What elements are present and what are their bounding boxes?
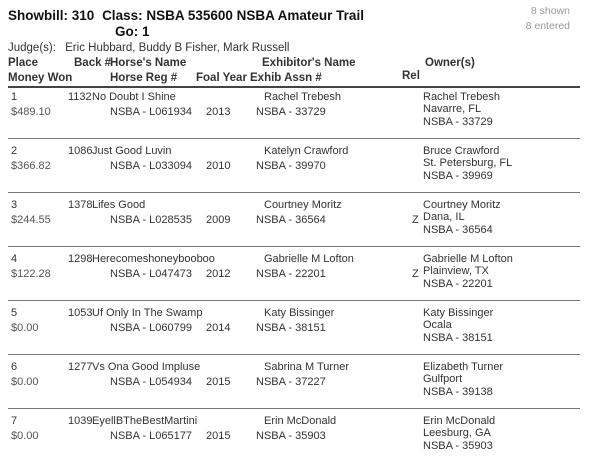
horse-reg: NSBA - L033094 [110, 160, 192, 172]
horse-name: No Doubt I Shine [92, 91, 176, 103]
owner-name: Katy Bissinger [423, 307, 494, 319]
judges-names: Eric Hubbard, Buddy B Fisher, Mark Russell [65, 42, 290, 54]
horse-name: Herecomeshoneybooboo [92, 253, 215, 265]
horse-reg: NSBA - L028535 [110, 214, 192, 226]
money-won: $122.28 [11, 268, 51, 280]
col-exhib-assn: Exhib Assn # [250, 72, 322, 84]
col-foal-year: Foal Year [196, 72, 247, 84]
row-divider [8, 300, 580, 301]
exhib-assn: NSBA - 39970 [256, 160, 326, 172]
go-number: 1 [142, 24, 150, 39]
horse-reg: NSBA - L061934 [110, 106, 192, 118]
col-rel: Rel [402, 70, 420, 82]
back-number: 1298 [68, 253, 93, 265]
owner-location: Dana, IL [423, 211, 465, 223]
money-won: $489.10 [11, 106, 51, 118]
exhibitor-name: Erin McDonald [264, 415, 337, 427]
exhib-assn: NSBA - 38151 [256, 322, 326, 334]
foal-year: 2015 [206, 376, 231, 388]
rel-code: Z [412, 268, 419, 280]
exhibitor-name: Rachel Trebesh [264, 91, 342, 103]
col-owner: Owner(s) [425, 57, 475, 69]
exhibitor-name: Sabrina M Turner [264, 361, 349, 373]
owner-name: Courtney Moritz [423, 199, 501, 211]
col-place: Place [8, 57, 39, 69]
exhibitor-name: Katelyn Crawford [264, 145, 349, 157]
horse-name: Vs Ona Good Impluse [92, 361, 201, 373]
showbill-label: Showbill: [8, 8, 68, 23]
foal-year: 2012 [206, 268, 231, 280]
owner-assn: NSBA - 39969 [423, 170, 493, 182]
owner-location: Gulfport [423, 373, 463, 385]
horse-reg: NSBA - L060799 [110, 322, 192, 334]
exhib-assn: NSBA - 22201 [256, 268, 326, 280]
money-won: $0.00 [11, 430, 39, 442]
owner-name: Rachel Trebesh [423, 91, 501, 103]
back-number: 1132 [68, 91, 92, 103]
rel-code: Z [412, 214, 419, 226]
horse-reg: NSBA - L047473 [110, 268, 192, 280]
owner-assn: NSBA - 39138 [423, 386, 493, 398]
place: 4 [11, 253, 18, 265]
owner-assn: NSBA - 35903 [423, 440, 493, 452]
owner-assn: NSBA - 36564 [423, 224, 493, 236]
owner-location: Plainview, TX [423, 265, 489, 277]
place: 6 [11, 361, 18, 373]
row-divider [8, 192, 580, 193]
horse-name: Uf Only In The Swamp [92, 307, 203, 319]
header-rule [8, 86, 580, 88]
horse-name: Just Good Luvin [92, 145, 172, 157]
showbill-line [8, 8, 364, 23]
col-horse-name: Horse's Name [110, 57, 187, 69]
foal-year: 2013 [206, 106, 231, 118]
owner-location: St. Petersburg, FL [423, 157, 513, 169]
horse-reg: NSBA - L065177 [110, 430, 192, 442]
back-number: 1039 [68, 415, 93, 427]
col-exhibitor-name: Exhibitor's Name [262, 57, 356, 69]
showbill-number: 310 [71, 8, 95, 23]
col-money-won: Money Won [8, 72, 73, 84]
row-divider [8, 138, 580, 139]
place: 3 [11, 199, 18, 211]
back-number: 1378 [68, 199, 93, 211]
owner-name: Gabrielle M Lofton [423, 253, 513, 265]
owner-assn: NSBA - 38151 [423, 332, 493, 344]
entered-count: 8 entered [525, 20, 570, 32]
owner-name: Bruce Crawford [423, 145, 500, 157]
class-label: Class: [102, 8, 143, 23]
back-number: 1086 [68, 145, 93, 157]
horse-name: Lifes Good [92, 199, 146, 211]
judges-line [8, 42, 289, 54]
foal-year: 2015 [206, 430, 231, 442]
go-line [115, 24, 150, 39]
go-label: Go: [115, 24, 139, 39]
exhib-assn: NSBA - 35903 [256, 430, 326, 442]
back-number: 1053 [68, 307, 93, 319]
horse-reg: NSBA - L054934 [110, 376, 192, 388]
owner-location: Leesburg, GA [423, 427, 491, 439]
money-won: $244.55 [11, 214, 51, 226]
judges-label: Judge(s): [8, 42, 56, 54]
back-number: 1277 [68, 361, 93, 373]
exhibitor-name: Courtney Moritz [264, 199, 342, 211]
exhib-assn: NSBA - 37227 [256, 376, 326, 388]
place: 5 [11, 307, 18, 319]
owner-assn: NSBA - 33729 [423, 116, 493, 128]
owner-location: Ocala [423, 319, 452, 331]
money-won: $0.00 [11, 322, 39, 334]
horse-name: EyellBTheBestMartini [92, 415, 198, 427]
exhibitor-name: Katy Bissinger [264, 307, 335, 319]
foal-year: 2010 [206, 160, 231, 172]
class-name: NSBA 535600 NSBA Amateur Trail [146, 8, 364, 23]
row-divider [8, 246, 580, 247]
place: 1 [11, 91, 18, 103]
money-won: $366.82 [11, 160, 51, 172]
row-divider [8, 354, 580, 355]
owner-name: Elizabeth Turner [423, 361, 504, 373]
money-won: $0.00 [11, 376, 39, 388]
owner-assn: NSBA - 22201 [423, 278, 493, 290]
exhib-assn: NSBA - 33729 [256, 106, 326, 118]
row-divider [8, 408, 580, 409]
foal-year: 2014 [206, 322, 231, 334]
col-back-num: Back # [74, 57, 112, 69]
foal-year: 2009 [206, 214, 231, 226]
shown-count: 8 shown [530, 5, 570, 17]
place: 7 [11, 415, 18, 427]
owner-name: Erin McDonald [423, 415, 496, 427]
owner-location: Navarre, FL [423, 103, 482, 115]
place: 2 [11, 145, 18, 157]
exhib-assn: NSBA - 36564 [256, 214, 326, 226]
col-horse-reg: Horse Reg # [110, 72, 178, 84]
exhibitor-name: Gabrielle M Lofton [264, 253, 354, 265]
